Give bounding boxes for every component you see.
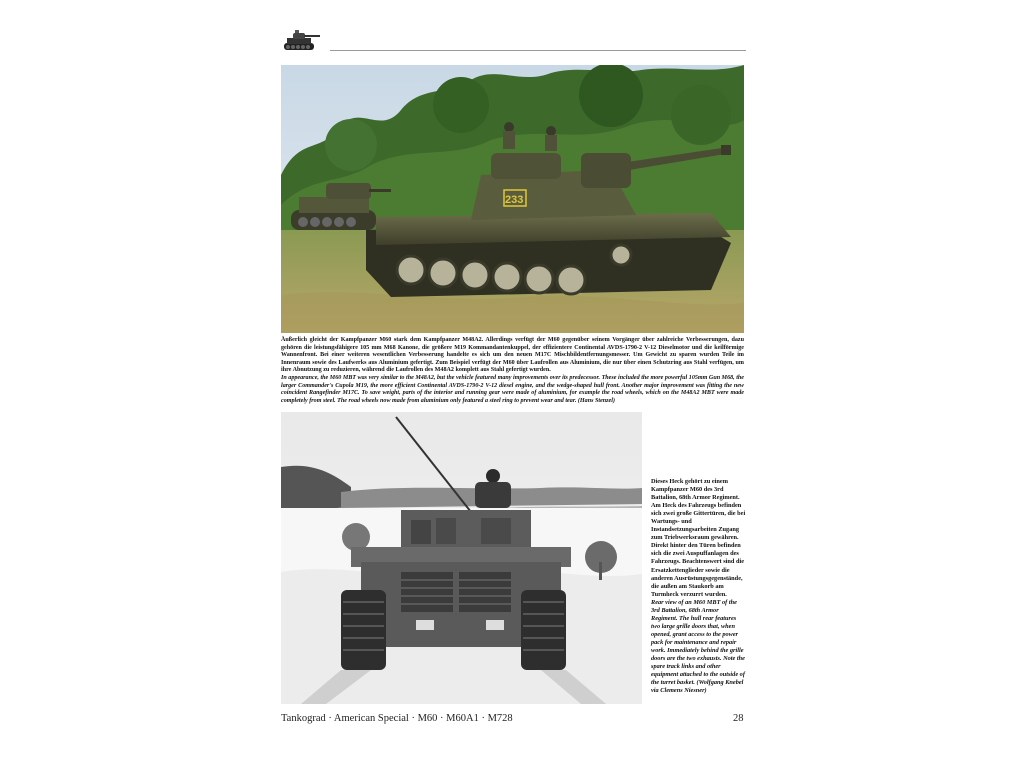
- tank-silhouette-icon: [282, 25, 322, 55]
- turret-number: 233: [505, 194, 524, 206]
- side-caption-english: Rear view of an M60 MBT of the 3rd Battalion, 68th Armor Regiment. The hull rear features two large grille doors that, when opened, grant access to the power pack for maintenance and repair work. Immediately behind the grille doors are the two exhausts. Note the spare track links and other equipment attached to the outside of the turret basket. (Wolfgang Knebel via Clemens Niesner): [651, 598, 745, 695]
- page-number: 28: [733, 713, 744, 724]
- side-photo-caption: [651, 478, 746, 695]
- photo-m60-tanks-field: [281, 65, 744, 333]
- footer-title: Tankograd · American Special · M60 · M60A1 · M728: [281, 713, 513, 724]
- header-rule: [330, 50, 746, 51]
- caption-german: Äußerlich gleicht der Kampfpanzer M60 stark dem Kampfpanzer M48A2. Allerdings verfügt der M60 gegenüber seinem Vorgänger über zahlreiche Verbesserungen, dazu gehören die leistungsfähigere 105 mm M68 Kanone, die größere M19 Kommandantenkuppel, der effizientere Continental AVDS-1790-2 V-12 Dieselmotor und die keilförmige Wannenfront. Bei einer weiteren wesentlichen Verbesserung handelte es sich um den neuen M17C Mischbildentfernungsmesser. Um Gewicht zu sparen wurden Teile im Innenraum sowie des Laufwerks aus Aluminium gefertigt. Zum Beispiel verfügt der M60 über Laufrollen aus Aluminium, die nur über einen Schutzring aus Stahl verfügen, um ihre Abnutzung zu reduzieren, während die Laufrollen des M48A2 komplett aus Stahl gefertigt wurden.: [281, 337, 744, 374]
- side-caption-german: Dieses Heck gehört zu einem Kampfpanzer M60 des 3rd Battalion, 68th Armor Regiment. Am Heck des Fahrzeugs befinden sich zwei große Gittertüren, die bei Wartungs- und Instandsetzungsarbeiten Zugang zum Triebwerksraum gewähren. Direkt hinter den Türen befinden sich die zwei Auspuffanlagen des Fahrzeugs. Beachtenswert sind die Ersatzkettenglieder sowie die anderen Ausrüstungsgegenstände, die außen am Staukorb am Turmheck verzurrt wurden.: [651, 478, 746, 598]
- top-photo-caption: [281, 337, 744, 405]
- photo-m60-rear-winter: [281, 412, 642, 704]
- caption-english: In appearance, the M60 MBT was very similar to the M48A2, but the vehicle featured many improvements over its predecessor. These included the more powerful 105mm Gun M68, the larger Commander's Cupola M19, the more efficient Continental AVDS-1790-2 V-12 diesel engine, and the wedge-shaped hull front. Another major improvement was fitting the new coincident Rangefinder M17C. To save weight, parts of the interior and running gear were made of aluminium, for example the road wheels, which on the M48A2 MBT were made completely from steel. The road wheels now made from aluminium only featured a steel ring to prevent wear and tear. (Hans Stenzel): [281, 374, 744, 404]
